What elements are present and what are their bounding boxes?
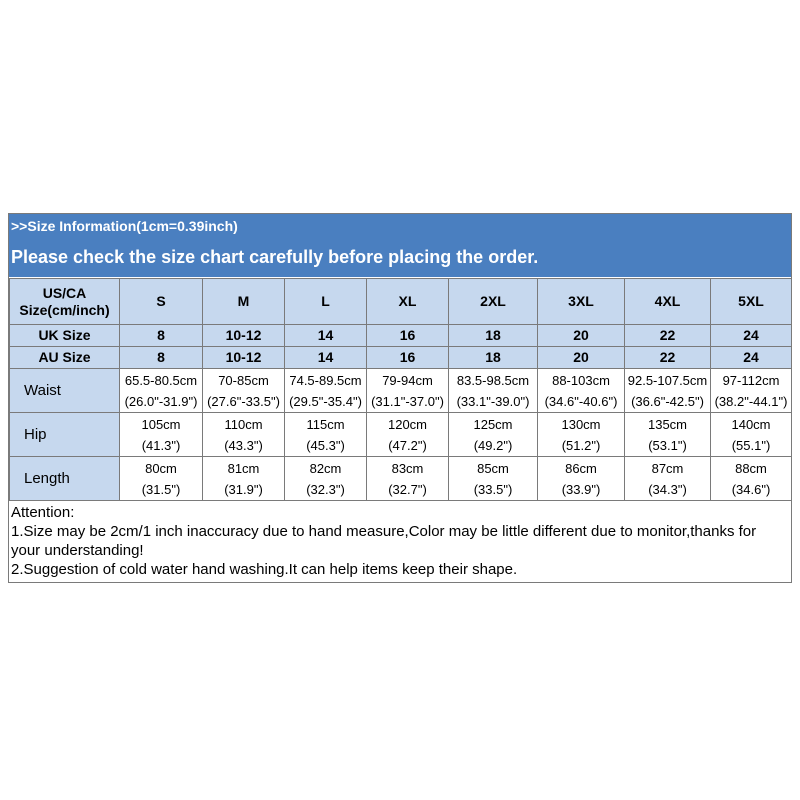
measure-label: Length [10, 457, 120, 501]
measure-cell [449, 369, 538, 413]
size-cell: M [203, 279, 285, 325]
size-cell: XL [367, 279, 449, 325]
measure-cm: 87cm [651, 460, 684, 476]
measure-cm: 88-103cm [552, 372, 610, 388]
measure-cell [711, 369, 792, 413]
measure-cell [711, 457, 792, 501]
measure-cm: 92.5-107.5cm [627, 372, 708, 388]
measure-cm: 81cm [227, 460, 260, 476]
measure-inch: (41.3") [141, 437, 181, 453]
size-cell: 20 [538, 325, 625, 347]
measure-cm: 120cm [387, 416, 428, 432]
size-cell: 8 [120, 325, 203, 347]
measure-cm: 83.5-98.5cm [456, 372, 530, 388]
size-cell: 20 [538, 347, 625, 369]
measure-cell [285, 369, 367, 413]
size-cell: 24 [711, 347, 792, 369]
size-cell: 4XL [625, 279, 711, 325]
size-cell: 22 [625, 347, 711, 369]
measure-inch: (29.5"-35.4") [289, 393, 362, 409]
measure-cell [285, 457, 367, 501]
measure-cm: 115cm [306, 416, 345, 432]
measure-cm: 88cm [735, 460, 767, 476]
measure-inch: (38.2"-44.1") [714, 393, 788, 409]
attention-title: Attention: [11, 504, 75, 521]
size-cell: S [120, 279, 203, 325]
measure-cell [449, 413, 538, 457]
measure-cm: 130cm [561, 416, 601, 432]
measure-cell [711, 413, 792, 457]
measure-cell [625, 413, 711, 457]
measure-cell [625, 457, 711, 501]
measure-cell [367, 413, 449, 457]
measure-cm: 125cm [473, 416, 513, 432]
size-cell: 14 [285, 347, 367, 369]
measure-row-hip [10, 413, 792, 457]
row-label: AU Size [10, 347, 120, 369]
measure-inch: (26.0"-31.9") [124, 393, 198, 409]
measure-cm: 74.5-89.5cm [289, 372, 362, 388]
measure-inch: (36.6"-42.5") [631, 393, 704, 409]
measure-inch: (31.5") [141, 481, 181, 497]
measure-cm: 65.5-80.5cm [124, 372, 198, 388]
size-cell: 18 [449, 347, 538, 369]
measure-inch: (33.1"-39.0") [456, 393, 530, 409]
row-label: UK Size [10, 325, 120, 347]
measure-inch: (55.1") [731, 437, 771, 453]
measure-cell [538, 369, 625, 413]
size-info-banner [9, 214, 791, 278]
size-cell: 14 [285, 325, 367, 347]
measure-inch: (53.1") [648, 437, 687, 453]
measure-cm: 85cm [477, 460, 509, 476]
size-info-title: >>Size Information(1cm=0.39inch) [11, 218, 238, 234]
us-ca-size-row [10, 279, 792, 325]
measure-inch: (33.5") [473, 481, 513, 497]
attention-item-2: 2.Suggestion of cold water hand washing.It can help items keep their shape. [11, 561, 518, 578]
size-cell: 22 [625, 325, 711, 347]
measure-cell [285, 413, 367, 457]
size-cell: L [285, 279, 367, 325]
measure-cell [449, 457, 538, 501]
au-size-row [10, 347, 792, 369]
measure-cm: 86cm [565, 460, 597, 476]
size-cell: 3XL [538, 279, 625, 325]
measure-cm: 83cm [391, 460, 424, 476]
measure-row-waist [10, 369, 792, 413]
size-cell: 18 [449, 325, 538, 347]
size-cell: 2XL [449, 279, 538, 325]
measure-cell [538, 457, 625, 501]
size-chart [8, 213, 792, 583]
measure-cm: 110cm [224, 416, 263, 432]
measure-cell [203, 457, 285, 501]
row-label: US/CA Size(cm/inch) [10, 279, 120, 325]
size-cell: 24 [711, 325, 792, 347]
measure-cell [120, 369, 203, 413]
measure-inch: (27.6"-33.5") [207, 393, 280, 409]
size-cell: 16 [367, 347, 449, 369]
measure-inch: (34.3") [648, 481, 687, 497]
size-cell: 10-12 [203, 325, 285, 347]
measure-cm: 70-85cm [218, 372, 269, 388]
measure-inch: (43.3") [224, 437, 263, 453]
measure-cell [538, 413, 625, 457]
measure-inch: (34.6") [731, 481, 771, 497]
measure-label: Hip [10, 413, 120, 457]
measure-cell [203, 369, 285, 413]
size-check-notice: Please check the size chart carefully before placing the order. [11, 247, 539, 267]
measure-cm: 105cm [141, 416, 181, 432]
uk-size-row [10, 325, 792, 347]
measure-cell [625, 369, 711, 413]
measure-inch: (32.3") [306, 481, 345, 497]
measure-inch: (32.7") [388, 481, 427, 497]
measure-cell [367, 457, 449, 501]
measure-cell [367, 369, 449, 413]
measure-inch: (49.2") [473, 437, 513, 453]
measure-inch: (51.2") [561, 437, 601, 453]
measure-inch: (34.6"-40.6") [544, 393, 618, 409]
measure-label: Waist [10, 369, 120, 413]
size-table [9, 278, 792, 501]
measure-cm: 97-112cm [722, 372, 780, 388]
measure-cm: 140cm [731, 416, 771, 432]
measure-inch: (31.1"-37.0") [371, 393, 444, 409]
measure-cm: 80cm [145, 460, 177, 476]
measure-cell [120, 457, 203, 501]
measure-inch: (33.9") [561, 481, 601, 497]
measure-cell [120, 413, 203, 457]
size-cell: 10-12 [203, 347, 285, 369]
attention-item-1: 1.Size may be 2cm/1 inch inaccuracy due to hand measure,Color may be little different due to monitor,thanks for your understanding! [11, 523, 757, 559]
measure-cell [203, 413, 285, 457]
measure-row-length [10, 457, 792, 501]
measure-cm: 135cm [647, 416, 688, 432]
size-cell: 5XL [711, 279, 792, 325]
measure-inch: (45.3") [306, 437, 345, 453]
size-cell: 16 [367, 325, 449, 347]
measure-inch: (31.9") [224, 481, 263, 497]
measure-cm: 82cm [309, 460, 342, 476]
size-cell: 8 [120, 347, 203, 369]
measure-inch: (47.2") [388, 437, 427, 453]
attention-notes [9, 501, 791, 582]
measure-cm: 79-94cm [382, 372, 433, 388]
